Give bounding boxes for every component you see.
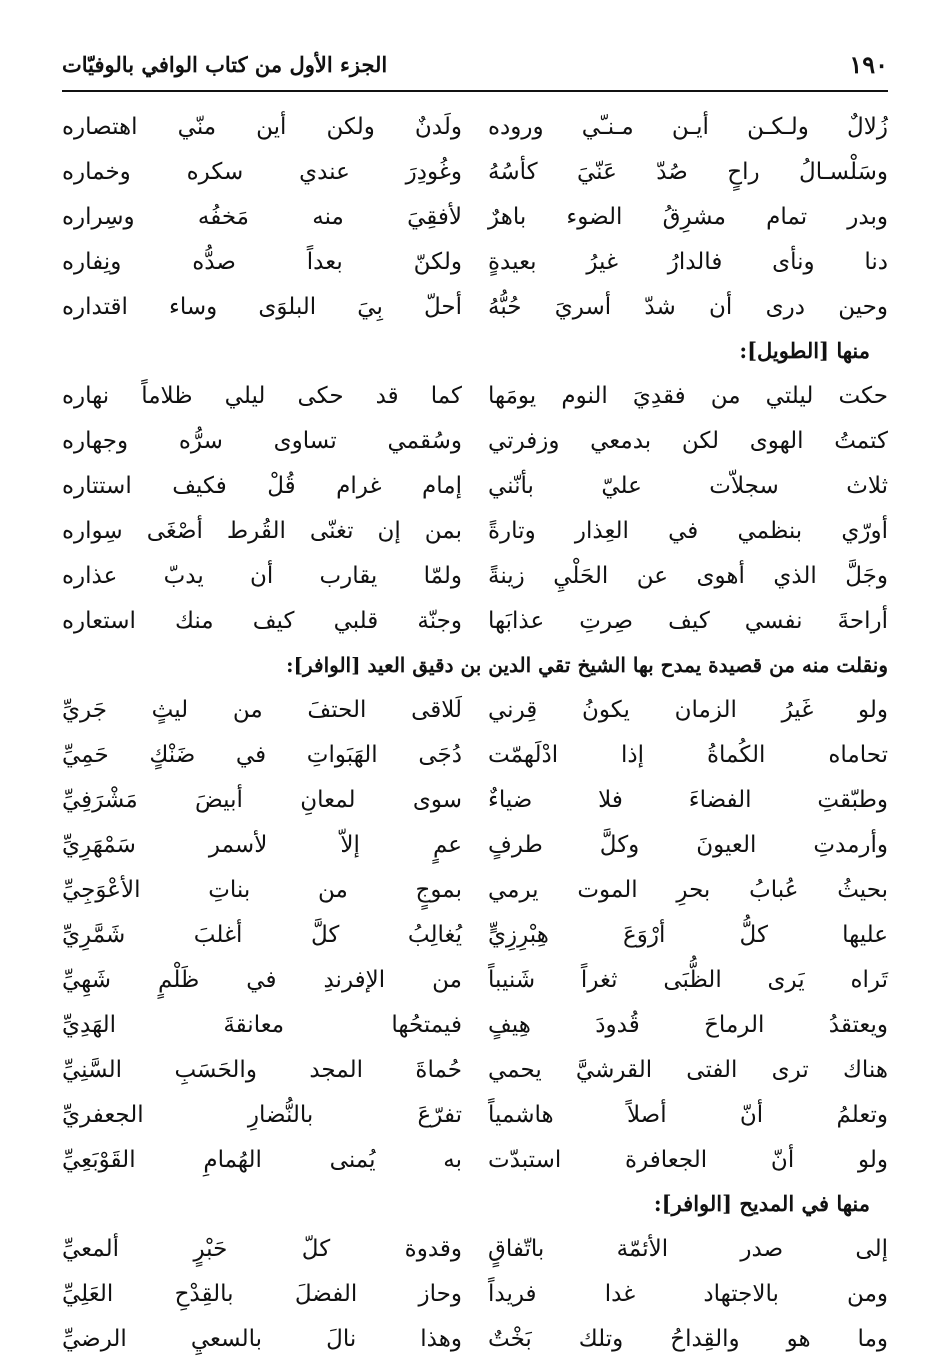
verse-first-hemistich: إلى صدر الأئمّة باتّفاقٍ <box>488 1235 888 1262</box>
verse-second-hemistich: سوى لمعانِ أبيضَ مَشْرَفِيِّ <box>62 786 462 813</box>
verse-line <box>62 912 888 957</box>
verse-second-hemistich: يُغالِبُ كلَّ أغلبَ شَمَّرِيِّ <box>62 921 462 948</box>
verse-second-hemistich: لأفقِيَ منه مَخفُه وسِراره <box>62 203 462 230</box>
verse-first-hemistich: تحاماه الكُماةُ إذا ادْلَهمّت <box>488 741 888 768</box>
verse-first-hemistich: وبدر تمام مشرِقُ الضوء باهرٌ <box>488 203 888 230</box>
verse-first-hemistich: وسَلْسـالُ راحٍ صُدّ عَنّيَ كأسُهُ <box>488 158 888 185</box>
verse-line <box>62 373 888 418</box>
verse-second-hemistich: وقدوة كلّ حَبْرٍ ألمعيِّ <box>62 1235 462 1262</box>
verse-first-hemistich: ولو غَيرُ الزمان يكونُ قِرني <box>488 696 888 723</box>
verse-first-hemistich: وأرمدتِ العيونَ وكلَّ طرفٍ <box>488 831 888 858</box>
verse-second-hemistich: لَلاقى الحتفَ من ليثٍ جَريِّ <box>62 696 462 723</box>
verse-line <box>62 104 888 149</box>
verse-second-hemistich: دُجَى الهَبَواتِ في ضَنْكٍ حَمِيِّ <box>62 741 462 768</box>
verse-first-hemistich: هناك ترى الفتى القرشيَّ يحمي <box>488 1056 888 1083</box>
verse-line <box>62 732 888 777</box>
verse-line <box>62 284 888 329</box>
poem-body <box>62 104 888 1361</box>
verse-line <box>62 553 888 598</box>
verse-first-hemistich: عليها كلُّ أرْوَعَ هِبْرِزِيٍّ <box>488 921 888 948</box>
verse-line <box>62 867 888 912</box>
verse-line <box>62 822 888 867</box>
verse-first-hemistich: وما هو والقِداحُ وتلك بَخْتٌ <box>488 1325 888 1352</box>
verse-line <box>62 1226 888 1271</box>
verse-line <box>62 777 888 822</box>
verse-second-hemistich: به يُمنى الهُمامِ القَوْبَعِيِّ <box>62 1146 462 1173</box>
verse-second-hemistich: تفرّعَ بالنُّضارِ الجعفريِّ <box>62 1101 462 1128</box>
verse-second-hemistich: وسُقمي تساوى سرُّه وجهاره <box>62 427 462 454</box>
verse-block-3 <box>62 687 888 1182</box>
verse-line <box>62 1002 888 1047</box>
verse-line <box>62 194 888 239</box>
verse-first-hemistich: وتعلمُ أنّ أصلاً هاشمياً <box>488 1101 888 1128</box>
verse-block-2 <box>62 373 888 643</box>
verse-second-hemistich: أحلّ بِيَ البلوَى وساء اقتداره <box>62 293 462 320</box>
verse-line <box>62 1271 888 1316</box>
verse-second-hemistich: وحاز الفضلَ بالقِدْحِ العَلِيِّ <box>62 1280 462 1307</box>
verse-line <box>62 687 888 732</box>
verse-second-hemistich: بموجٍ من بناتِ الأعْوَجِيِّ <box>62 876 462 903</box>
verse-first-hemistich: ولو أنّ الجعافرة استبدّت <box>488 1146 888 1173</box>
verse-second-hemistich: إمام غرام قُلْ فكيف استتاره <box>62 472 462 499</box>
verse-second-hemistich: حُماةَ المجد والحَسَبِ السَّنِيِّ <box>62 1056 462 1083</box>
page-number: ١٩٠ <box>849 49 888 79</box>
verse-first-hemistich: ثلاث سجلاّت عليّ بأنّني <box>488 472 888 499</box>
verse-line <box>62 463 888 508</box>
verse-line <box>62 149 888 194</box>
verse-second-hemistich: من الإفرندِ في ظَلْمٍ شَهِيِّ <box>62 966 462 993</box>
header-rule <box>62 90 888 92</box>
verse-first-hemistich: وطبّقتِ الفضاءَ فلا ضياءٌ <box>488 786 888 813</box>
verse-first-hemistich: وجَلَّ الذي أهوى عن الحَلْيِ زينةً <box>488 562 888 589</box>
verse-second-hemistich: بمن إن تغنّى القُرط أصْغَى سِواره <box>62 517 462 544</box>
verse-first-hemistich: تَراه يَرى الظُّبَى ثغراً شَنيباً <box>488 966 888 993</box>
meter-note-1: منها [الطويل]: <box>739 338 870 363</box>
verse-second-hemistich: ولَدنٌ ولكن أين منّي اهتصاره <box>62 113 462 140</box>
verse-first-hemistich: كتمتُ الهوى لكن بدمعي وزفرتي <box>488 427 888 454</box>
verse-line <box>62 1137 888 1182</box>
running-title: الجزء الأول من كتاب الوافي بالوفيّات <box>62 51 388 77</box>
verse-line <box>62 598 888 643</box>
verse-first-hemistich: بحيثُ عُبابُ بحرِ الموت يرمي <box>488 876 888 903</box>
verse-line <box>62 1047 888 1092</box>
verse-line <box>62 1316 888 1361</box>
verse-first-hemistich: ومن بالاجتهاد غدا فريداً <box>488 1280 888 1307</box>
verse-block-4 <box>62 1226 888 1361</box>
verse-second-hemistich: ولمّا يقارب أن يدبّ عذاره <box>62 562 462 589</box>
verse-second-hemistich: وهذا نالَ بالسعيِ الرضيِّ <box>62 1325 462 1352</box>
verse-second-hemistich: ولكنّ بعداً صدُّه ونِفاره <box>62 248 462 275</box>
verse-first-hemistich: دنا ونأى فالدارُ غيرُ بعيدةٍ <box>488 248 888 275</box>
verse-second-hemistich: فيمتحُها معانقةَ الهَدِيِّ <box>62 1011 462 1038</box>
verse-first-hemistich: أورّي بنظمي في العِذار وتارةً <box>488 517 888 544</box>
meter-note-3: منها في المديح [الوافر]: <box>653 1191 870 1216</box>
verse-second-hemistich: عمٍ إلاّ لأسمر سَمْهَرِيِّ <box>62 831 462 858</box>
verse-second-hemistich: كما قد حكى ليلي ظلاماً نهاره <box>62 382 462 409</box>
verse-line <box>62 418 888 463</box>
verse-second-hemistich: وغُودِرَ عندي سكره وخماره <box>62 158 462 185</box>
verse-first-hemistich: ويعتقدُ الرماحَ قُدودَ هِيفٍ <box>488 1011 888 1038</box>
verse-line <box>62 239 888 284</box>
verse-line <box>62 508 888 553</box>
verse-line <box>62 1092 888 1137</box>
verse-second-hemistich: وجنّة قلبي كيف منك استعاره <box>62 607 462 634</box>
meter-note-2: ونقلت منه من قصيدة يمدح بها الشيخ تقي الدين بن دقيق العيد [الوافر]: <box>286 653 888 677</box>
verse-line <box>62 957 888 1002</box>
verse-first-hemistich: وحين درى أن شدّ أسريَ حُبُّهُ <box>488 293 888 320</box>
page-header <box>62 40 888 88</box>
verse-first-hemistich: زُلالٌ ولـكـن أيـن مـنـّي وروده <box>488 113 888 140</box>
verse-first-hemistich: أراحةَ نفسي كيف صِرتِ عذابَها <box>488 607 888 634</box>
verse-block-1 <box>62 104 888 329</box>
verse-first-hemistich: حكت ليلتي من فقدِيَ النوم يومَها <box>488 382 888 409</box>
